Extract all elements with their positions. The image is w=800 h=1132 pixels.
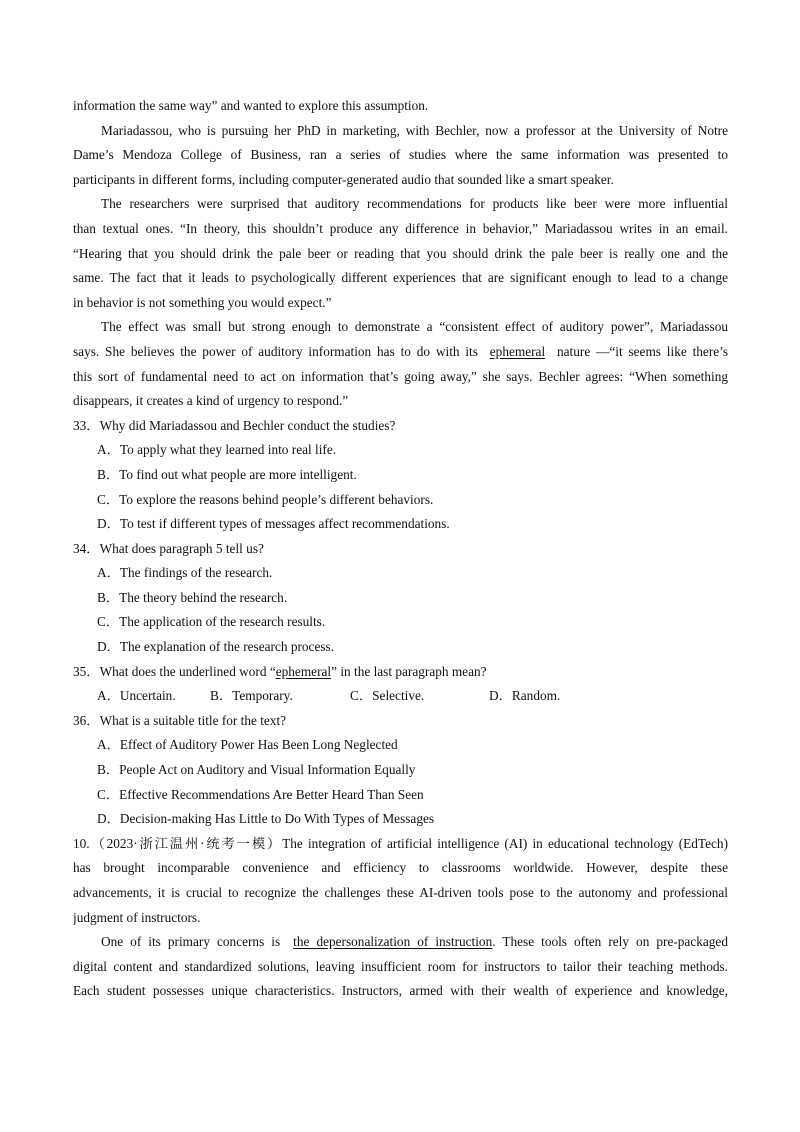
answer-option: A．Uncertain.	[97, 688, 176, 704]
question-stem: 36．What is a suitable title for the text?	[73, 712, 287, 728]
passage-line: advancements, it is crucial to recognize the challenges these AI-driven tools pose to the autonomy and professional	[73, 885, 728, 900]
passage-line: “Hearing that you should drink the pale beer or reading that you should drink the pale beer is really one and the	[73, 245, 728, 261]
question-stem	[73, 660, 728, 685]
passage-line: has brought incomparable convenience and efficiency to classrooms worldwide. However, despite these	[73, 860, 728, 876]
answer-option: B．Temporary.	[210, 688, 293, 704]
passage-text: One of its primary concerns is	[101, 934, 281, 950]
answer-option: B．The theory behind the research.	[97, 589, 288, 605]
answer-option: C．To explore the reasons behind people’s different behaviors.	[97, 491, 434, 507]
passage-text: . These tools often rely on pre-packaged	[492, 934, 728, 950]
passage-line: judgment of instructors.	[73, 909, 201, 925]
passage-line: Dame’s Mendoza College of Business, ran a series of studies where the same information was presented to	[73, 147, 728, 163]
passage-line	[73, 340, 728, 365]
answer-option: B．People Act on Auditory and Visual Information Equally	[97, 762, 416, 778]
passage-line: disappears, it creates a kind of urgency to respond.”	[73, 393, 349, 409]
passage-line: in behavior is not something you would expect.”	[73, 294, 332, 310]
passage-text: nature —“it seems like there’s	[557, 343, 728, 359]
passage-line	[73, 930, 728, 955]
question-text: 35．What does the underlined word “	[73, 663, 276, 679]
question-text: ” in the last paragraph mean?	[331, 663, 487, 679]
underlined-phrase: the depersonalization of instruction	[293, 934, 493, 950]
underlined-word: ephemeral	[275, 663, 332, 679]
passage-line: The effect was small but strong enough to demonstrate a “consistent effect of auditory power”, Mariadassou	[101, 319, 728, 335]
passage-line: 10.（2023·浙江温州·统考一模）The integration of artificial intelligence (AI) in educational technology (EdTech)	[73, 835, 728, 851]
passage-line: information the same way” and wanted to explore this assumption.	[73, 98, 429, 113]
answer-option: D．To test if different types of messages affect recommendations.	[97, 516, 450, 532]
answer-option: D．Decision-making Has Little to Do With Types of Messages	[97, 811, 435, 827]
passage-line: than textual ones. “In theory, this shouldn’t produce any difference in behavior,” Mariadassou writes in an email.	[73, 220, 728, 236]
answer-option: A．To apply what they learned into real life.	[97, 442, 337, 458]
answer-option: A．The findings of the research.	[97, 565, 273, 581]
answer-options-row	[73, 684, 728, 709]
answer-option: C．Selective.	[350, 688, 425, 704]
question-stem: 34．What does paragraph 5 tell us?	[73, 540, 264, 556]
answer-option: D．Random.	[489, 688, 561, 704]
passage-line: Mariadassou, who is pursuing her PhD in marketing, with Bechler, now a professor at the University of Notre	[101, 122, 728, 138]
passage-line: The researchers were surprised that auditory recommendations for products like beer were more influential	[101, 196, 728, 212]
answer-option: A．Effect of Auditory Power Has Been Long Neglected	[97, 737, 398, 753]
answer-option: C．Effective Recommendations Are Better Heard Than Seen	[97, 786, 424, 802]
passage-text: says. She believes the power of auditory information has to do with its	[73, 343, 478, 359]
passage-line: Each student possesses unique characteristics. Instructors, armed with their wealth of experience and knowledge,	[73, 983, 728, 999]
answer-option: D．The explanation of the research process.	[97, 639, 335, 655]
passage-line: same. The fact that it leads to psychologically different experiences that are significant enough to lead to a change	[73, 270, 728, 286]
answer-option: B．To find out what people are more intelligent.	[97, 466, 357, 482]
page-content	[73, 94, 728, 1004]
passage-line: this sort of fundamental need to act on information that’s going away,” she says. Bechler agrees: “When something	[73, 368, 728, 384]
underlined-word: ephemeral	[489, 343, 546, 359]
question-stem: 33．Why did Mariadassou and Bechler conduct the studies?	[73, 417, 396, 433]
passage-line: participants in different forms, including computer-generated audio that sounded like a smart speaker.	[73, 171, 614, 187]
passage-line: digital content and standardized solutions, leaving insufficient room for instructors to tailor their teaching methods.	[73, 958, 728, 974]
answer-option: C．The application of the research results.	[97, 614, 326, 630]
